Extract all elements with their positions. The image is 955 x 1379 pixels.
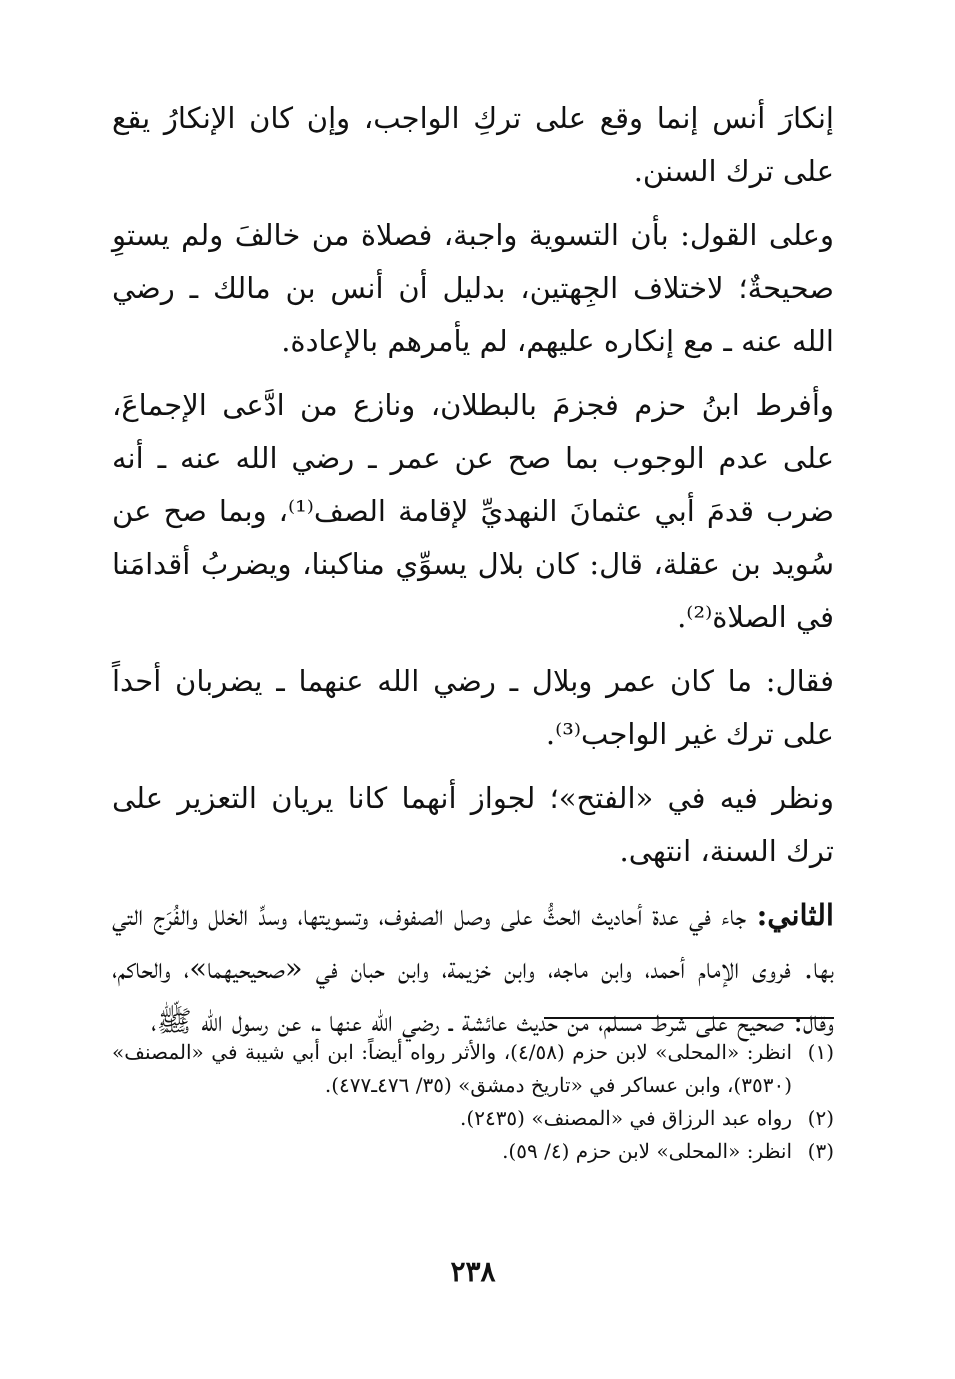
paragraph <box>112 379 834 644</box>
paragraph-text: إنكارَ أنس إنما وقع على تركِ الواجب، وإن كان الإنكارُ يقع على ترك السنن. <box>112 101 834 188</box>
page-number: ٢٣٨ <box>450 1255 496 1288</box>
footnote-number: (٢) <box>807 1106 834 1130</box>
footnote-text: انظر: «المحلى» لابن حزم (٤/ ٥٩). <box>502 1139 792 1163</box>
paragraph-text <box>112 889 834 1048</box>
paragraph-text: فقال: ما كان عمر وبلال ـ رضي الله عنهما ـ يضربان أحداً على ترك غير الواجب⁽³⁾. <box>112 664 834 751</box>
footnote-number: (١) <box>807 1040 834 1064</box>
footnote-text: انظر: «المحلى» لابن حزم (٤/٥٨)، والأثر رواه أيضاً: ابن أبي شيبة في «المصنف» (٣٥٣٠)، وابن عساكر في «تاريخ دمشق» (٣٥/ ٤٧٦ـ٤٧٧). <box>112 1040 792 1097</box>
footnote-text: رواه عبد الرزاق في «المصنف» (٢٤٣٥). <box>460 1106 792 1130</box>
main-text <box>112 92 834 1048</box>
footnote <box>112 1102 834 1135</box>
paragraph-text: وأفرط ابنُ حزم فجزمَ بالبطلان، ونازع من ادَّعى الإجماعَ، على عدم الوجوب بما صح عن عمر ـ رضي الله عنه ـ أنه ضرب قدمَ أبي عثمانَ النهديِّ لإقامة الصف⁽¹⁾، وبما صح عن سُويد بن عقلة، قال: كان بلال يسوِّي مناكبنا، ويضربُ أقدامَنا في الصلاة⁽²⁾. <box>112 388 834 634</box>
paragraph-lead: الثاني: <box>756 898 834 932</box>
paragraph <box>112 655 834 761</box>
footnote-separator <box>544 1017 834 1019</box>
paragraph <box>112 209 834 368</box>
paragraph <box>112 889 834 1048</box>
paragraph <box>112 772 834 878</box>
book-page <box>112 92 834 1292</box>
paragraph-body: جاء في عدة أحاديث الحثُّ على وصل الصفوف، وتسويتها، وسدِّ الخلل والفُرَج التي بها. فروى الإمام أحمد، وابن ماجه، وابن خزيمة، وابن حبان في «صحيحيهما»، والحاكم، وقال: صحيح على شرط مسلم، من حديث عائشة ـ رضي الله عنها ـ، عن رسول الله ﷺ، <box>112 898 834 1038</box>
paragraph-text: وعلى القول: بأن التسوية واجبة، فصلاة من خالفَ ولم يستوِ صحيحةٌ؛ لاختلاف الجِهتين، بدليل أن أنس بن مالك ـ رضي الله عنه ـ مع إنكاره عليهم، لم يأمرهم بالإعادة. <box>112 218 834 358</box>
footnote <box>112 1135 834 1168</box>
paragraph-text: ونظر فيه في «الفتح»؛ لجواز أنهما كانا يريان التعزير على ترك السنة، انتهى. <box>112 781 834 868</box>
footnote <box>112 1036 834 1102</box>
footnotes <box>112 1036 834 1168</box>
footnote-number: (٣) <box>807 1139 834 1163</box>
paragraph <box>112 92 834 198</box>
